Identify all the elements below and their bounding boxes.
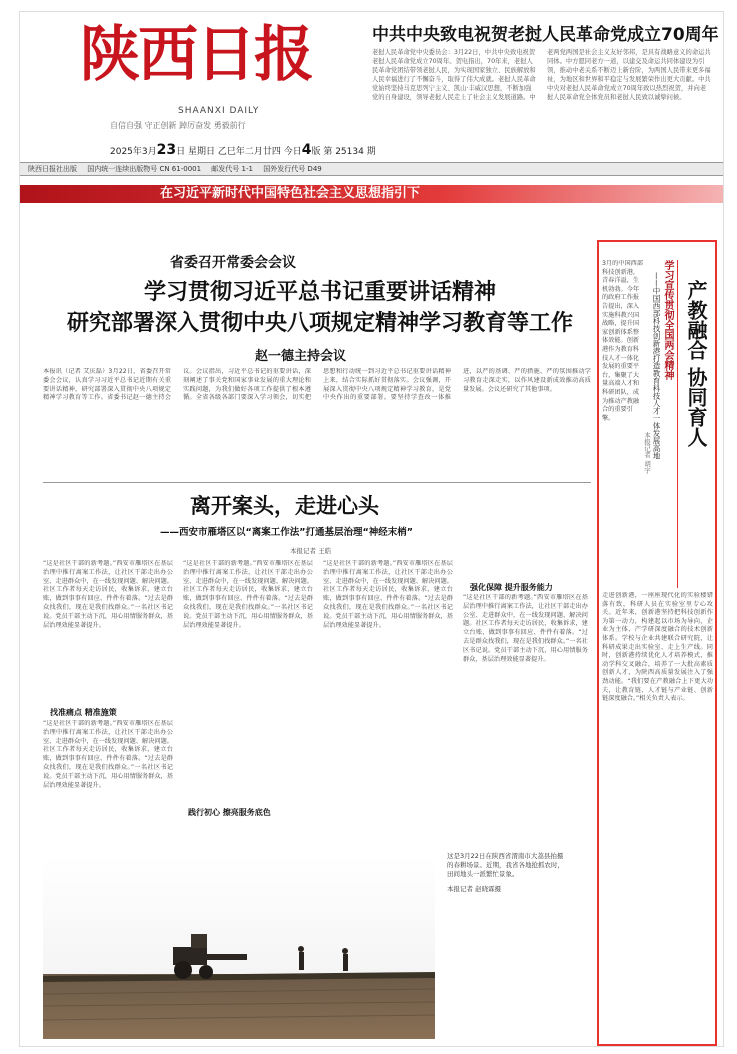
story2-section-1: 找准痛点 精准施策 <box>50 708 117 717</box>
story2-subhead: ——西安市雁塔区以“离案工作法”打通基层治理“神经末梢” <box>160 527 413 538</box>
story2-byline: 本报记者 王皓 <box>290 547 332 555</box>
photo-credit: 本报记者 赵晓霖摄 <box>447 885 502 893</box>
story2-section-3: 强化保障 提升服务能力 <box>470 583 553 592</box>
story2-body-col4: “这是社区干部的新考题。”西安市雁塔区在基层治理中推行离案工作法，让社区干部走出办公室、走进群众中，在一线发现问题、解决问题。社区工作者每天走访居民，收集诉求，建立台账，做到事事有回应、件件有着落。“过去是群众找我们，现在是我们找群众。”一名社区书记说。党员干部主动下沉，用心用情服务群众，基层治理效能显著提升。 <box>463 594 588 663</box>
banner-title: 在习近平新时代中国特色社会主义思想指引下 <box>160 186 421 201</box>
info-overseas-code: 国外发行代号 D49 <box>263 165 322 173</box>
divider <box>43 482 591 483</box>
info-bar <box>20 162 723 176</box>
story2-body-col1: “这是社区干部的新考题。”西安市雁塔区在基层治理中推行离案工作法，让社区干部走出办公室、走进群众中，在一线发现问题、解决问题。社区工作者每天走访居民，收集诉求，建立台账，做到事事有回应、件件有着落。“过去是群众找我们，现在是我们找群众。”一名社区书记说。党员干部主动下沉，用心用情服务群众，基层治理效能显著提升。 <box>43 560 173 629</box>
lead-kicker: 省委召开常委会会议 <box>170 255 296 271</box>
info-publisher: 陕西日报社出版 <box>28 165 77 173</box>
story2-body-col3: “这是社区干部的新考题。”西安市雁塔区在基层治理中推行离案工作法，让社区干部走出办公室、走进群众中，在一线发现问题、解决问题。社区工作者每天走访居民，收集诉求，建立台账，做到事事有回应、件件有着落。“过去是群众找我们，现在是我们找群众。”一名社区书记说。党员干部主动下沉，用心用情服务群众，基层治理效能显著提升。 <box>323 560 453 629</box>
info-cn-number: 国内统一连续出版物号 CN 61-0001 <box>87 165 202 173</box>
feature-subtitle: ——中国西部科技创新港打造教育科技人才一体发展高地 <box>652 272 661 460</box>
lead-body: 本报讯（记者 艾庆磊）3月22日，省委召开常委会会议，认真学习习近平总书记近期有关重要讲话精神，研究部署深入贯彻中央八项规定精神学习教育等工作。省委书记赵一德主持会议。会议指出，习近平总书记的重要讲话，深刻阐述了事关党和国家事业发展的重大理论和实践问题，为我们做好各项工作提供了根本遵循。全省各级各部门要深入学习领会，切实把思想和行动统一到习近平总书记重要讲话精神上来，结合实际抓好贯彻落实。会议强调，开展深入贯彻中央八项规定精神学习教育，是党中央作出的重要部署。要坚持学查改一体推进，以严的基调、严的措施、严的氛围推动学习教育走深走实，以作风建设新成效推动高质量发展。会议还研究了其他事项。 <box>43 368 591 402</box>
feature-title[interactable]: 产教融合 协同育人 <box>684 280 708 447</box>
feature-byline: 本报记者 胡宇 <box>643 432 651 474</box>
top-story-text: 老挝人民革命党中央委员会：3月22日，中共中央致电祝贺老挝人民革命党成立70周年。贺电指出，70年来，老挝人民革命党团结带领老挝人民，为实现国家独立、民族解放和人民幸福进行了不懈奋斗，取得了伟大成就。老挝人民革命党始终坚持马克思列宁主义、凯山·丰威汉思想，不断加强党的自身建设，领导老挝人民走上了社会主义发展道路。中老两党两国是社会主义友好邻邦，是具有战略意义的命运共同体。中方愿同老方一道，以建交及命运共同体建设为引领，推动中老关系不断迈上新台阶，为两国人民带来更多福祉，为地区和世界和平稳定与发展繁荣作出更大贡献。中共中央对老挝人民革命党成立70周年致以热烈祝贺，并向老挝人民革命党全体党员和老挝人民致以诚挚问候。 <box>372 49 711 101</box>
dateline <box>110 142 376 158</box>
date-day: 23 <box>156 142 177 158</box>
farm-photo-image <box>43 854 435 1039</box>
photo-caption-text: 这是3月22日在陕西省渭南市大荔县拍摄的春耕场景。近期，我省各地抢抓农时，田间地头一派繁忙景象。 <box>447 852 564 878</box>
masthead-logo: 陕西日报 <box>80 20 312 90</box>
masthead-slogan: 自信自强 守正创新 踔厉奋发 勇毅前行 <box>110 121 246 130</box>
date-suffix: 日 星期日 乙巳年二月廿四 今日 <box>176 147 302 157</box>
feature-body-top: 3月的中国西部科技创新港，青春洋溢，生机勃勃。今年的政府工作报告提出，深入实施科教兴国战略，提升国家创新体系整体效能。创新港作为教育科技人才一体化发展的重要平台，集聚了大量高端人才和科研团队，成为推动产教融合的重要引擎。 <box>602 260 644 422</box>
lead-headline-line2: 研究部署深入贯彻中央八项规定精神学习教育等工作 <box>66 311 573 336</box>
story2-body-col1b: “这是社区干部的新考题。”西安市雁塔区在基层治理中推行离案工作法，让社区干部走出办公室、走进群众中，在一线发现问题、解决问题。社区工作者每天走访居民，收集诉求，建立台账，做到事事有回应、件件有着落。“过去是群众找我们，现在是我们找群众。”一名社区书记说。党员干部主动下沉，用心用情服务群众，基层治理效能显著提升。 <box>43 720 173 789</box>
feature-body-bottom: 走进创新港，一座座现代化的实验楼错落有致，科研人员在实验室里专心攻关。近年来，创新港坚持把科技创新作为第一动力，构建起以市场为导向、企业为主体、产学研深度融合的技术创新体系。学校与企业共建联合研究院，让科研成果走出实验室、走上生产线。同时，创新港持续优化人才培养模式，推动学科交叉融合，培养了一大批高素质创新人才，为陕西高质量发展注入了强劲动能。“我们要在产教融合上下更大功夫，让教育链、人才链与产业链、创新链深度融合。”相关负责人表示。 <box>602 592 713 703</box>
story2-body-col2: “这是社区干部的新考题。”西安市雁塔区在基层治理中推行离案工作法，让社区干部走出办公室、走进群众中，在一线发现问题、解决问题。社区工作者每天走访居民，收集诉求，建立台账，做到事事有回应、件件有着落。“过去是群众找我们，现在是我们找群众。”一名社区书记说。党员干部主动下沉，用心用情服务群众，基层治理效能显著提升。 <box>183 560 313 629</box>
page-count: 4 <box>301 142 312 158</box>
newspaper-page <box>20 12 723 1046</box>
story2-headline[interactable]: 离开案头，走进心头 <box>190 494 379 518</box>
info-postal-code: 邮发代号 1-1 <box>211 165 253 173</box>
masthead-logo-english: SHAANXI DAILY <box>178 106 260 116</box>
farm-photo <box>43 854 435 1039</box>
top-story-headline[interactable]: 中共中央致电祝贺老挝人民革命党成立70周年 <box>372 25 719 45</box>
date-prefix: 2025年3月 <box>110 147 157 157</box>
pages-suffix: 版 第 25134 期 <box>311 147 376 157</box>
lead-subhead: 赵一德主持会议 <box>255 349 347 364</box>
photo-caption <box>447 852 567 894</box>
feature-series-label: 学习宣传贯彻全国两会精神 <box>660 260 678 588</box>
lead-headline[interactable] <box>40 277 600 339</box>
story2-section-2: 践行初心 擦亮服务底色 <box>188 808 271 817</box>
lead-headline-line1: 学习贯彻习近平总书记重要讲话精神 <box>143 280 496 305</box>
